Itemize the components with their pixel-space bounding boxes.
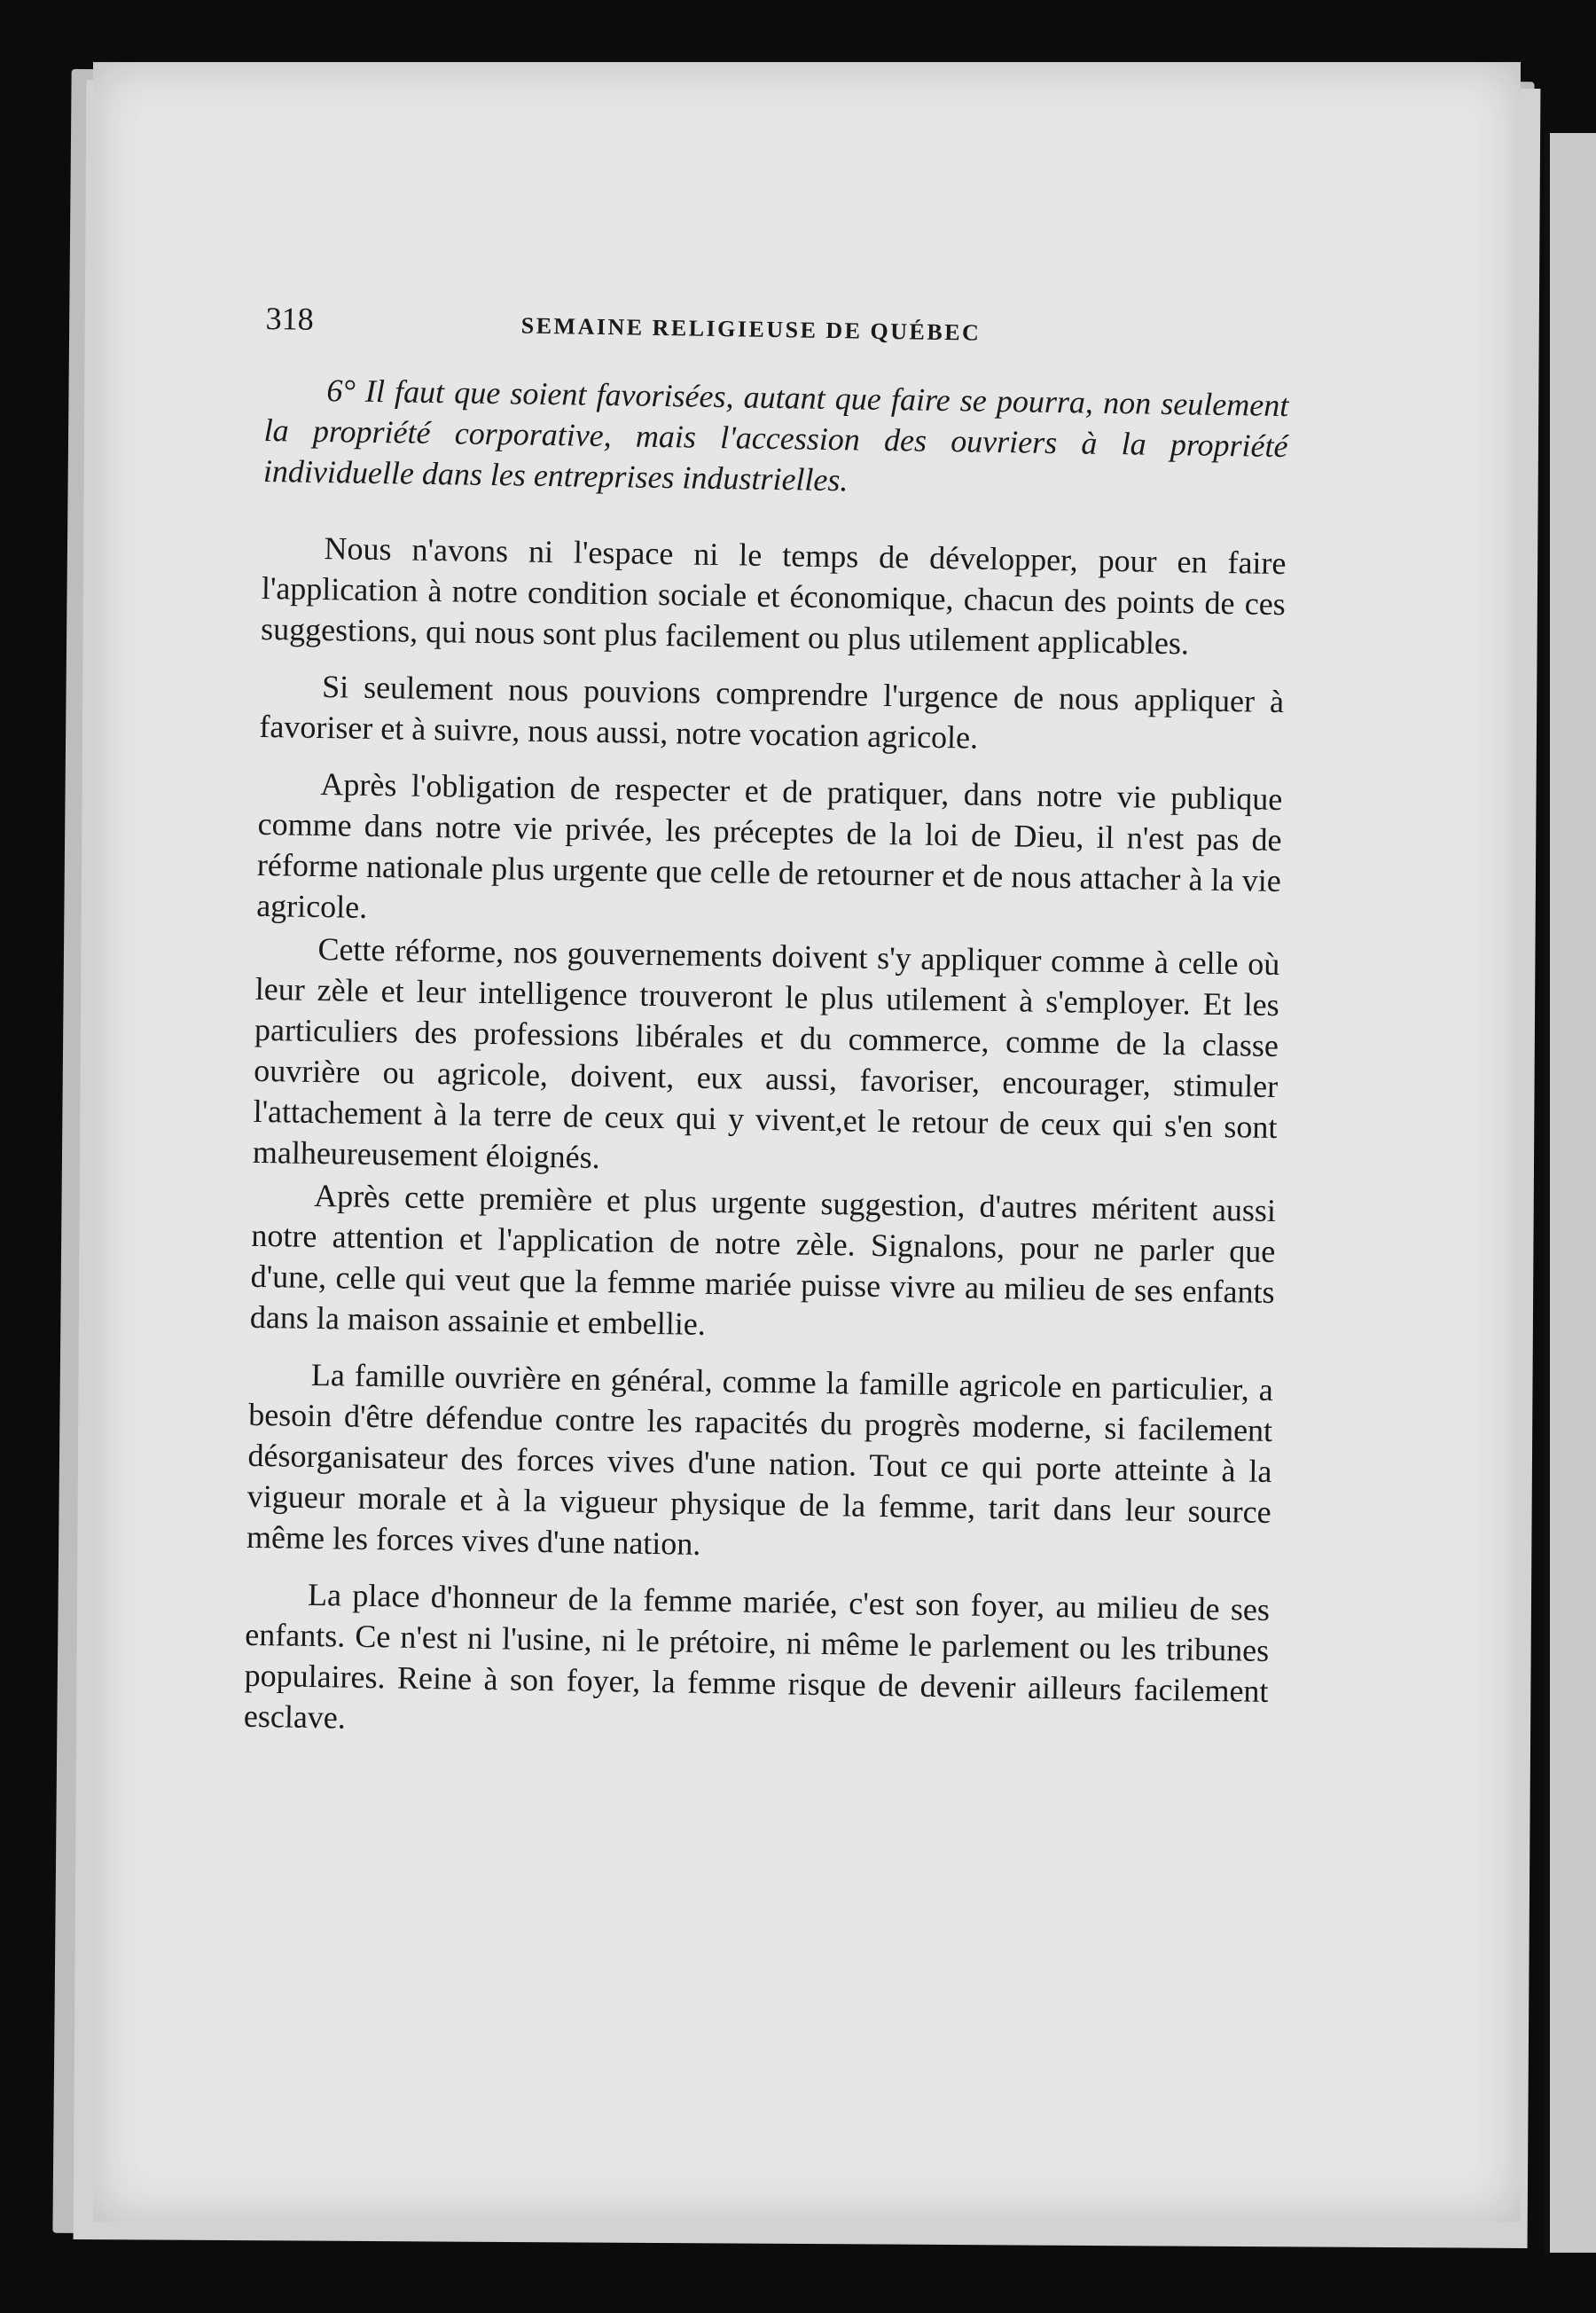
facing-page-edge <box>1545 133 1596 2253</box>
page-text-block <box>244 300 1290 1752</box>
paragraph: Si seulement nous pouvions comprendre l'urgence de nous appliquer à favoriser et à suivre, nous aussi, notre vocation agricole. <box>259 669 1285 756</box>
paragraph: Après cette première et plus urgente suggestion, d'autres méritent aussi notre attention et l'application de notre zèle. Signalons, pour ne parler que d'une, celle qui veut que la femme mariée puisse vivre au milieu de ses enfants dans la maison assainie et embellie. <box>249 1177 1277 1342</box>
paragraph: La famille ouvrière en général, comme la famille agricole en particulier, a besoin d'être défendue contre les rapacités du progrès moderne, si facilement désorganisateur des forces vives d'une nation. Tout ce qui porte atteinte à la vigueur morale et à la vigueur physique de la femme, tarit dans leur source même les forces vives d'une nation. <box>246 1356 1274 1562</box>
paragraph: Après l'obligation de respecter et de pratiquer, dans notre vie publique comme dans notre vie privée, les préceptes de la loi de Dieu, il n'est pas de réforme nationale plus urgente que celle de retourner et de nous attacher à la vie agricole. <box>255 766 1283 925</box>
page-number: 318 <box>265 300 314 337</box>
paragraph: Nous n'avons ni l'espace ni le temps de développer, pour en faire l'application à notre condition sociale et économique, chacun des points de ces suggestions, qui nous sont plus facilement ou plus utilement applicables. <box>260 530 1287 662</box>
paragraph: Cette réforme, nos gouvernements doivent s'y appliquer comme à celle où leur zèle et leur intelligence trouveront le plus utilement à s'employer. Et les particuliers des professions libérales et du commerce, comme de la classe ouvrière ou agricole, doivent, eux aussi, favoriser, encourager, stimuler l'attachement à la terre de ceux qui y vivent,et le retour de ceux qui s'en sont malheureusement éloignés. <box>252 931 1280 1176</box>
paragraph: La place d'honneur de la femme mariée, c'est son foyer, au milieu de ses enfants. Ce n'est ni l'usine, ni le prétoire, ni même le parlement ou les tribunes populaires. Reine à son foyer, la femme risque de devenir ailleurs facilement esclave. <box>243 1576 1271 1736</box>
paragraph-suggestion-6: 6° Il faut que soient favorisées, autant que faire se pourra, non seulement la propriété corporative, mais l'accession des ouvriers à la propriété individuelle dans les entreprises industrielles. <box>262 372 1289 498</box>
running-title: SEMAINE RELIGIEUSE DE QUÉBEC <box>520 312 982 346</box>
